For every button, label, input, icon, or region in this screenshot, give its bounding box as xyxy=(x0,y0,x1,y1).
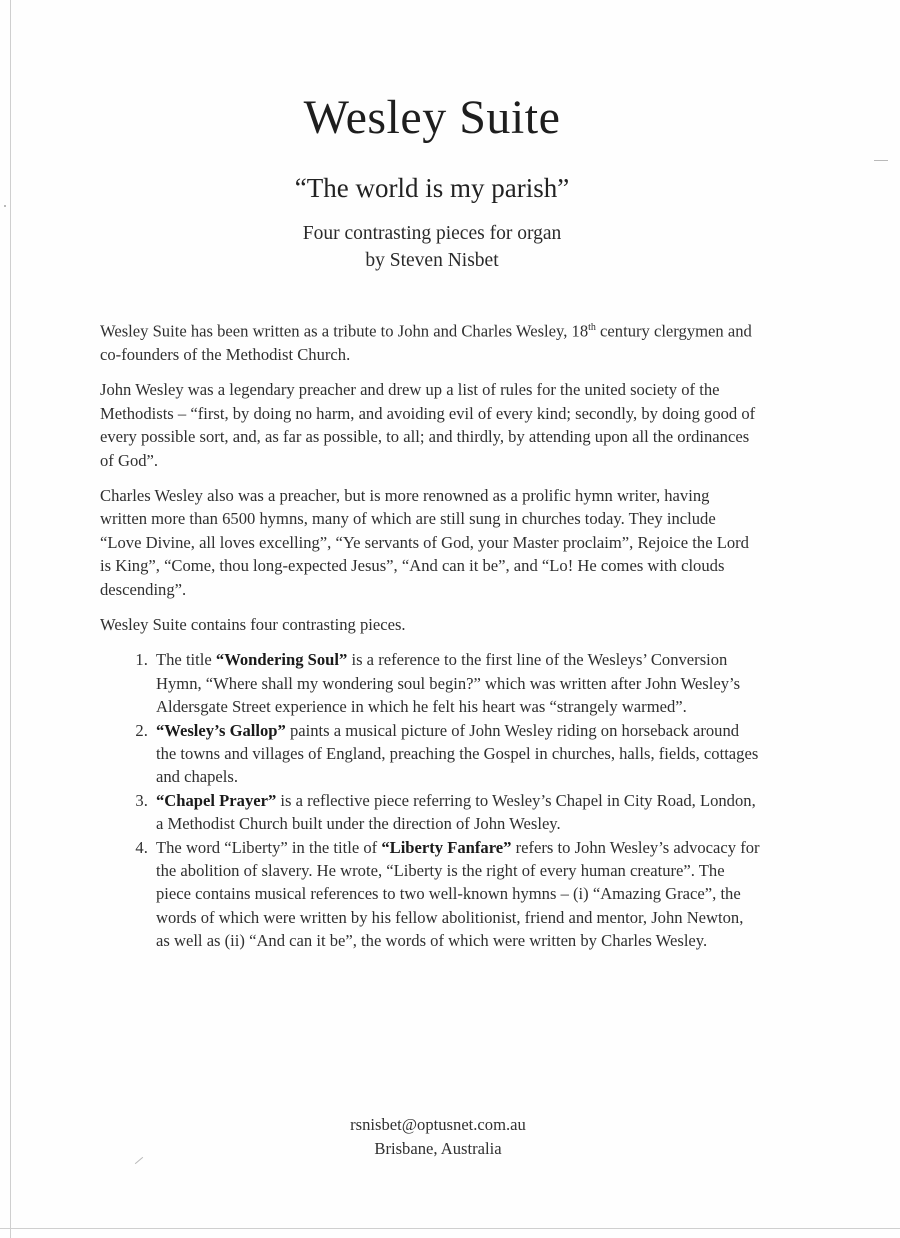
document-body xyxy=(100,316,760,953)
intro-paragraph-3: Charles Wesley also was a preacher, but is more renowned as a prolific hymn writer, having written more than 6500 hymns, many of which are still sung in churches today. They include “Love Divine, all loves excelling”, “Ye servants of God, your Master proclaim”, Rejoice the Lord is King”, “Come, thou long-expected Jesus”, “And can it be”, and “Lo! He comes with clouds descending”. xyxy=(100,485,749,599)
pieces-list xyxy=(100,648,760,952)
intro-p1-text-end: century clergymen and co-founders of the Methodist Church. xyxy=(100,321,752,364)
piece-text: paints a musical picture of John Wesley riding on horseback around the towns and villages of England, preaching the Gospel in churches, halls, fields, cottages and chapels. xyxy=(156,720,759,787)
description-line-2: by Steven Nisbet xyxy=(365,250,499,271)
document-title: Wesley Suite xyxy=(303,91,561,144)
intro-p1-text: Wesley Suite has been written as a tribute to John and Charles Wesley, 18 xyxy=(100,321,589,341)
piece-title: “Chapel Prayer” xyxy=(156,790,277,810)
intro-paragraph-2: John Wesley was a legendary preacher and drew up a list of rules for the united society of the Methodists – “first, by doing no harm, and avoiding evil of every kind; secondly, by doing good of every possible sort, and, as far as possible, to all; and thirdly, by attending upon all the ordinances of God”. xyxy=(100,380,756,470)
piece-text: The title xyxy=(156,650,216,670)
scan-speck xyxy=(874,160,888,161)
intro-paragraph-1 xyxy=(100,316,760,366)
piece-item xyxy=(152,648,760,718)
intro-paragraph-4: Wesley Suite contains four contrasting pieces. xyxy=(100,615,406,634)
page-edge-bottom xyxy=(0,1228,900,1229)
piece-title: “Liberty Fanfare” xyxy=(381,837,512,857)
piece-text: is a reference to the first line of the Wesleys’ Conversion Hymn, “Where shall my wondering soul begin?” which was written after John Wesley’s Aldersgate Street experience in which he felt his heart was “strangely warmed”. xyxy=(156,650,741,717)
intro-p1-superscript: th xyxy=(588,322,596,333)
piece-text: is a reflective piece referring to Wesley’s Chapel in City Road, London, a Methodist Church built under the direction of John Wesley. xyxy=(156,790,756,834)
scan-speck xyxy=(4,205,6,207)
contact-location: Brisbane, Australia xyxy=(374,1139,502,1158)
document-subtitle: “The world is my parish” xyxy=(294,173,570,203)
piece-text: The word “Liberty” in the title of xyxy=(156,837,382,857)
piece-item xyxy=(152,836,760,953)
description-line-1: Four contrasting pieces for organ xyxy=(302,223,562,244)
piece-item xyxy=(152,719,760,789)
contact-email: rsnisbet@optusnet.com.au xyxy=(350,1115,526,1134)
contact-footer xyxy=(0,1113,876,1161)
piece-text: refers to John Wesley’s advocacy for the abolition of slavery. He wrote, “Liberty is the right of every human creature”. The piece contains musical references to two well-known hymns – (i) “Amazing Grace”, the words of which were written by his fellow abolitionist, friend and mentor, John Newton, as well as (ii) “And can it be”, the words of which were written by Charles Wesley. xyxy=(156,837,760,951)
piece-item xyxy=(152,789,760,836)
piece-title: “Wesley’s Gallop” xyxy=(156,720,286,740)
piece-title: “Wondering Soul” xyxy=(215,650,348,670)
document-description xyxy=(0,220,864,274)
